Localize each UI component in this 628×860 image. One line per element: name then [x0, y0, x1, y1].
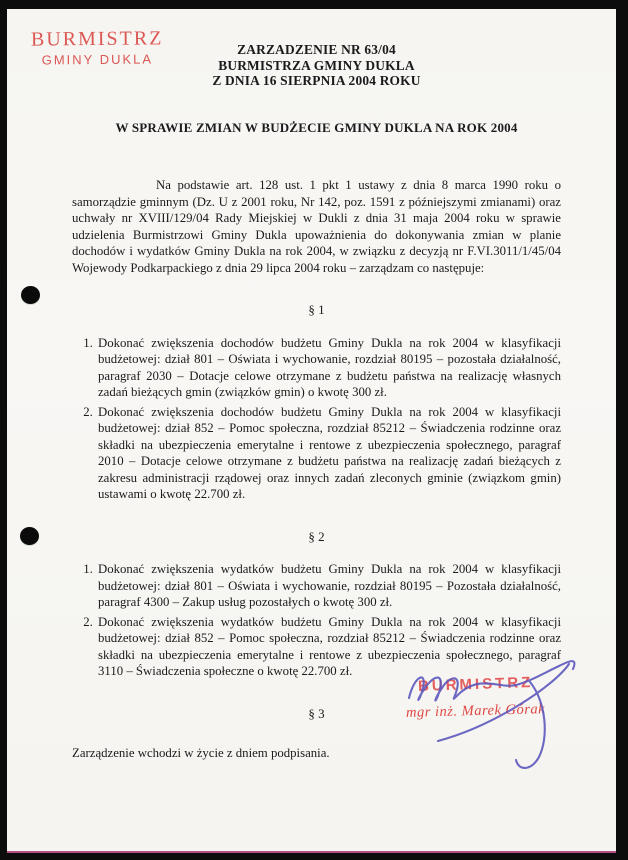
document-subject: W SPRAWIE ZMIAN W BUDŻECIE GMINY DUKLA NA ROK 2004: [115, 119, 518, 135]
title-line-1: ZARZADZENIE NR 63/04: [237, 42, 396, 57]
section-2-heading: § 2: [308, 528, 325, 544]
section-3-heading: § 3: [308, 705, 325, 721]
title-line-2: BURMISTRZA GMINY DUKLA: [218, 57, 415, 73]
handwritten-signature: [332, 644, 592, 794]
section-1-list: [72, 335, 561, 503]
hole-punch-top: [21, 286, 40, 304]
list-item: 2. Dokonać zwiększenia dochodów budżetu Gminy Dukla na rok 2004 w klasyfikacji budżetowej: dział 852 – Pomoc społeczna, rozdział 85212 – Świadczenia rodzinne oraz składki na ubezpieczenia emerytalne i rentowe z ubezpieczenia społecznego, paragraf 2010 – Dotacje celowe otrzymane z budżetu państwa na realizację zadań bieżących z zakresu administracji rządowej oraz innych zadań zleconych gminie (związkom gmin) ustawami o kwotę 22.700 zł.: [96, 404, 561, 503]
list-item: 2. Dokonać zwiększenia wydatków budżetu Gminy Dukla na rok 2004 w klasyfikacji budżetowej: dział 852 – Pomoc społeczna, rozdział 85212 – Świadczenia rodzinne oraz składki na ubezpieczenia emerytalne i rentowe z ubezpieczenia społecznego, paragraf 3110 – Świadczenia społeczne o kwotę 22.700 zł.: [96, 614, 561, 680]
hole-punch-bottom: [20, 527, 39, 545]
document-title: [72, 42, 561, 89]
office-stamp-subtitle: GMINY DUKLA: [41, 51, 154, 68]
closing-statement: Zarządzenie wchodzi w życie z dniem podpisania.: [72, 746, 330, 760]
preamble-paragraph: Na podstawie art. 128 ust. 1 pkt 1 ustawy z dnia 8 marca 1990 roku o samorządzie gminnym (Dz. U z 2001 roku, Nr 142, poz. 1591 z późniejszymi zmianami) oraz uchwały nr XVIII/129/04 Rady Miejskiej w Dukli z dnia 31 maja 2004 roku w sprawie udzielenia Burmistrzowi Gminy Dukla upoważnienia do dokonywania zmian w planie dochodów i wydatków Gminy Dukla na rok 2004, w związku z decyzją nr F.VI.3011/1/45/04 Wojewody Podkarpackiego z dnia 29 lipca 2004 roku – zarządzam co następuje:: [72, 178, 561, 275]
title-line-3: Z DNIA 16 SIERPNIA 2004 ROKU: [212, 73, 421, 88]
signature-stamp: BURMISTRZ: [417, 673, 534, 696]
section-1-heading: § 1: [308, 302, 325, 317]
office-stamp-title: BURMISTRZ: [30, 27, 164, 51]
list-item: 1. Dokonać zwiększenia dochodów budżetu Gminy Dukla na rok 2004 w klasyfikacji budżetowej: dział 801 – Oświata i wychowanie, rozdział 80195 – pozostała działalność, paragraf 2030 – Dotacje celowe otrzymane z budżetu państwa na realizację własnych zadań bieżących gmin (związków gmin) o kwotę 300 zł.: [96, 335, 561, 401]
list-item: 1. Dokonać zwiększenia wydatków budżetu Gminy Dukla na rok 2004 w klasyfikacji budżetowej: dział 801 – Oświata i wychowanie, rozdział 80195 – Pozostała działalność, paragraf 4300 – Zakup usług pozostałych o kwotę 300 zł.: [96, 561, 561, 611]
signatory-name: mgr inż. Marek Górak: [405, 701, 546, 721]
signature-block: [332, 644, 592, 794]
document-page: [7, 9, 616, 853]
